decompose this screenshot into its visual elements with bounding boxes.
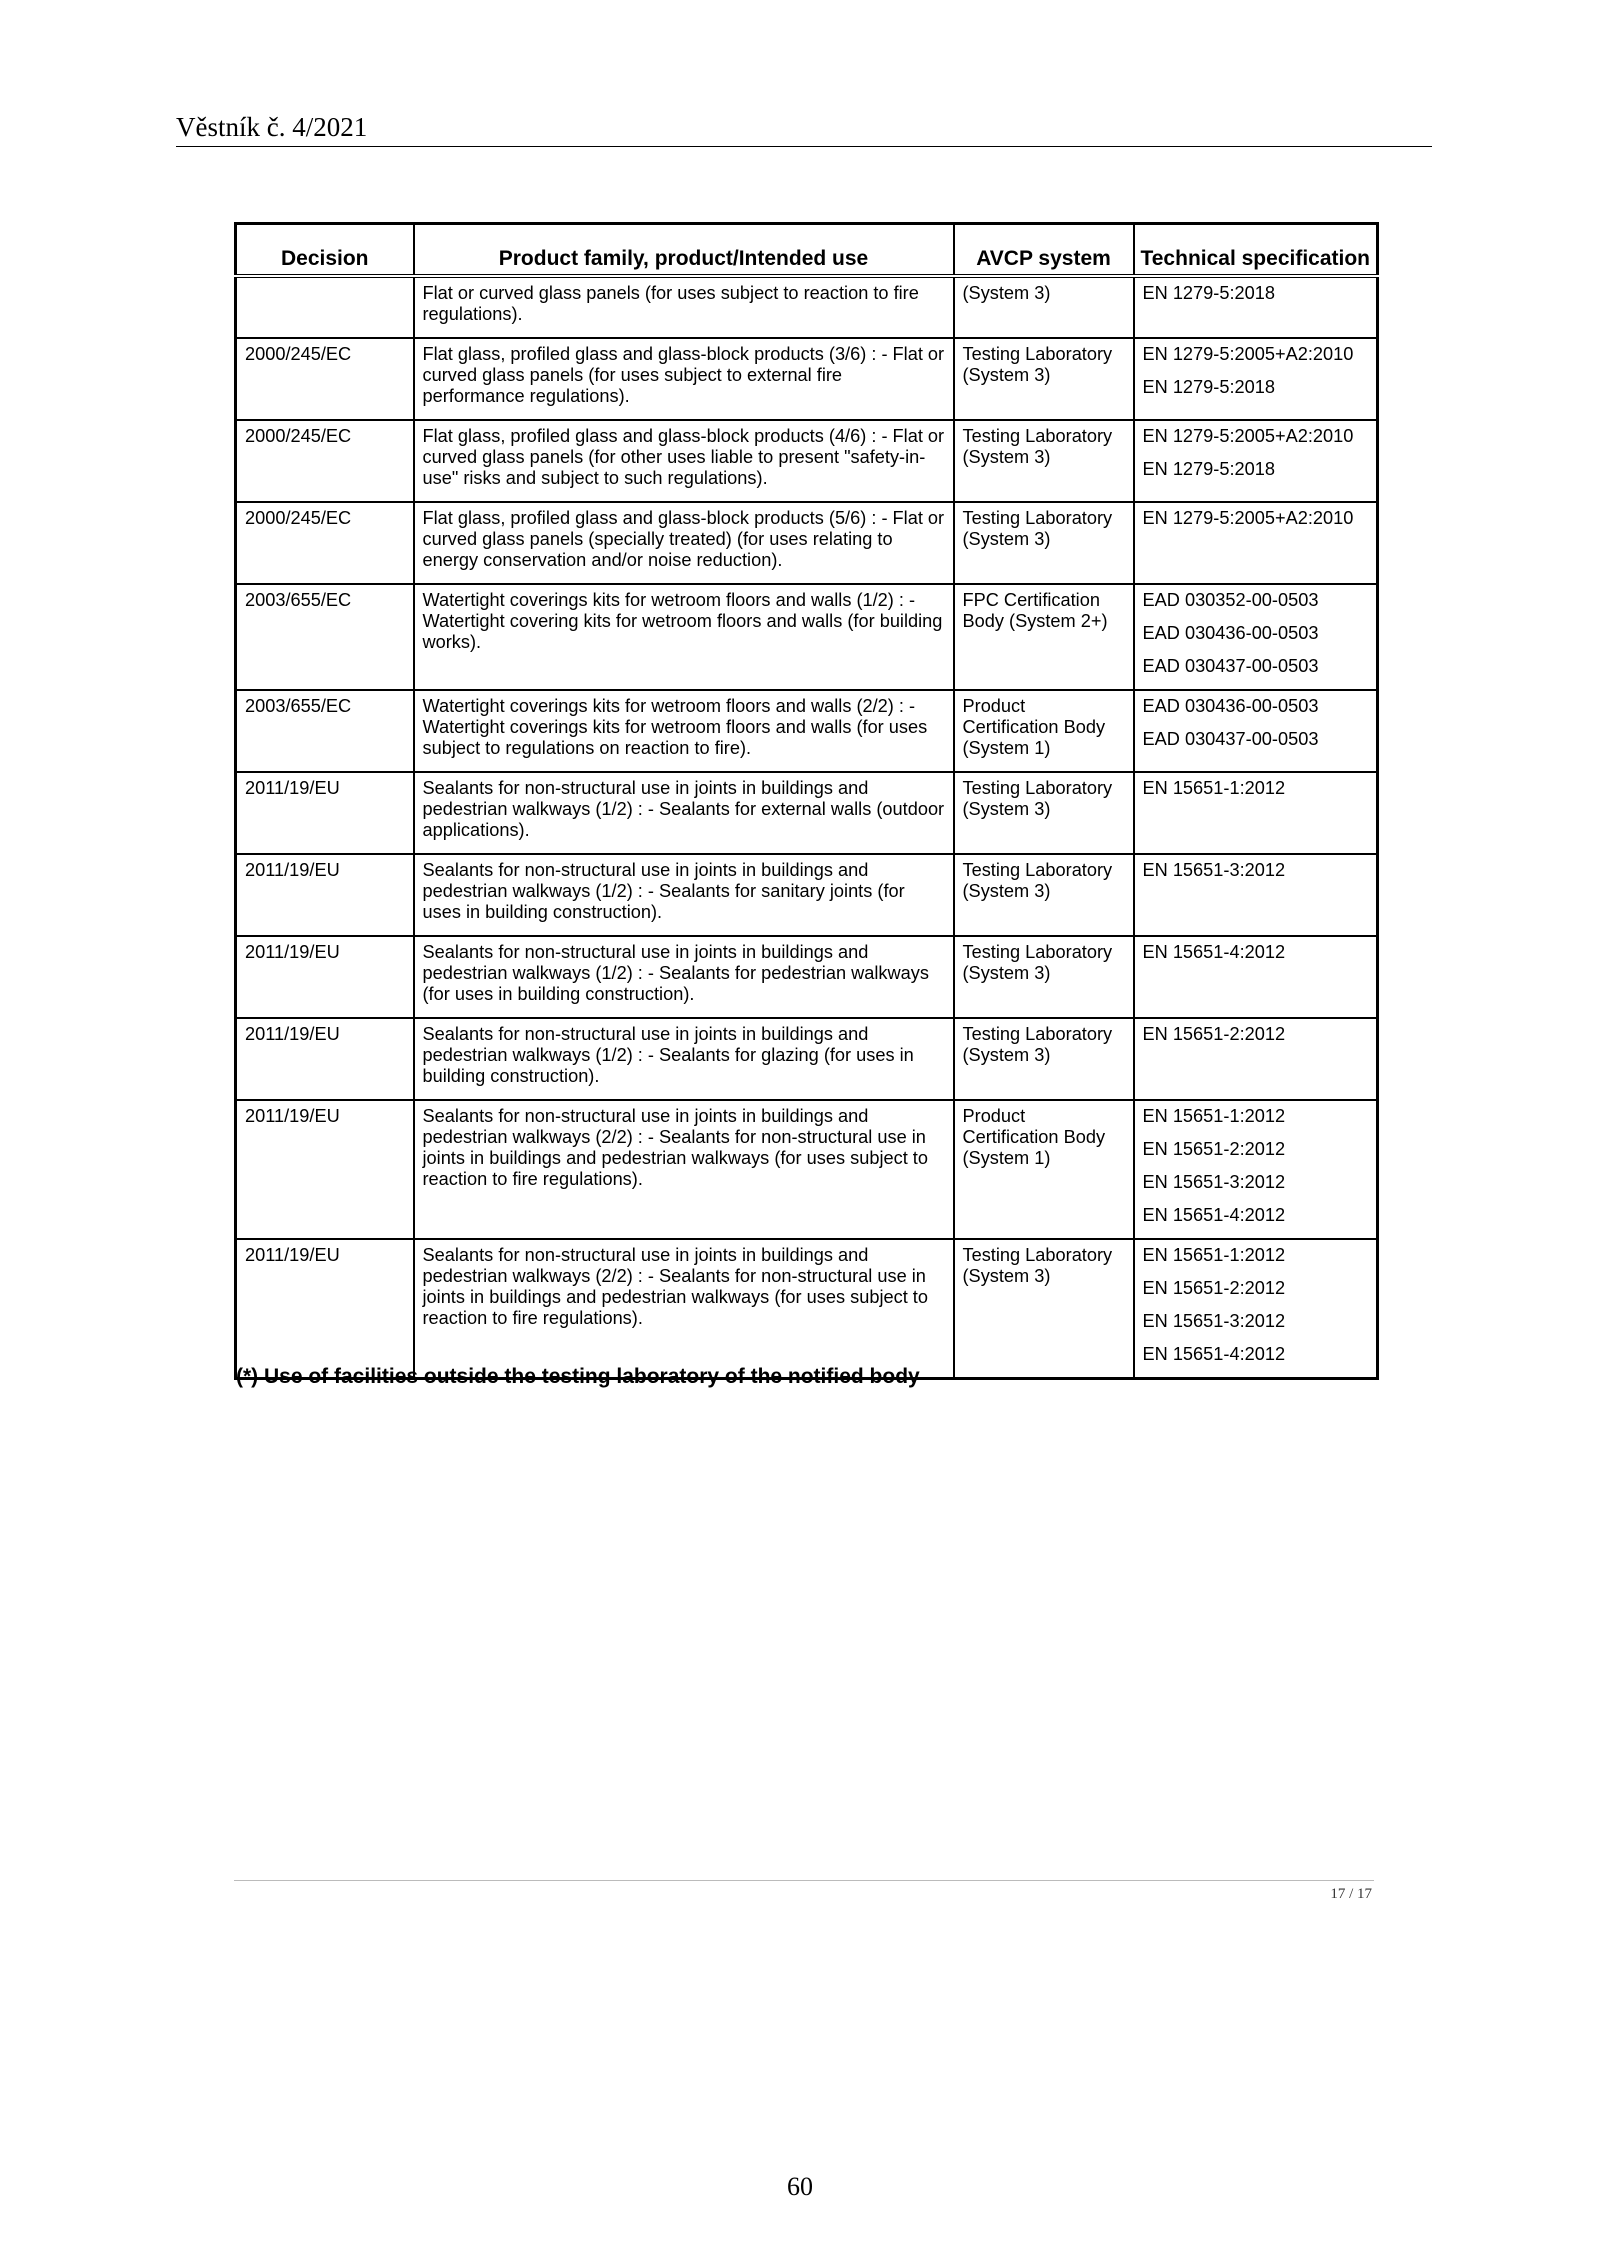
spec-item: EN 15651-3:2012 [1142,1172,1286,1192]
footer-divider [234,1880,1374,1881]
avcp-cell: Testing Laboratory (System 3) [954,1018,1134,1100]
spec-item: EN 1279-5:2005+A2:2010 [1142,344,1354,364]
decision-cell: 2011/19/EU [236,772,414,854]
product-cell: Sealants for non-structural use in joints in buildings and pedestrian walkways (1/2) : - Sealants for external walls (outdoor applications). [414,772,954,854]
table-row [236,276,1378,338]
spec-item: EN 1279-5:2018 [1142,377,1275,397]
decision-cell: 2003/655/EC [236,690,414,772]
spec-cell [1134,1018,1378,1100]
spec-cell [1134,338,1378,420]
table-row [236,772,1378,854]
product-cell: Flat or curved glass panels (for uses subject to reaction to fire regulations). [414,276,954,338]
spec-cell [1134,276,1378,338]
spec-cell [1134,584,1378,690]
spec-item: EAD 030352-00-0503 [1142,590,1319,610]
spec-item: EAD 030437-00-0503 [1142,729,1319,749]
spec-item: EN 15651-4:2012 [1142,1205,1286,1225]
table-row [236,502,1378,584]
spec-cell [1134,1239,1378,1379]
footnote: (*) Use of facilities outside the testing laboratory of the notified body [236,1365,920,1388]
decision-cell [236,276,414,338]
spec-item: EN 15651-4:2012 [1142,1344,1286,1364]
decision-cell: 2011/19/EU [236,1018,414,1100]
header-title: Věstník č. 4/2021 [176,112,368,142]
spec-item: EN 15651-2:2012 [1142,1139,1286,1159]
avcp-cell: (System 3) [954,276,1134,338]
spec-item: EAD 030437-00-0503 [1142,656,1319,676]
table-row [236,936,1378,1018]
table-row [236,420,1378,502]
spec-cell [1134,772,1378,854]
header-divider [176,146,1432,147]
avcp-cell: Testing Laboratory (System 3) [954,936,1134,1018]
table-row [236,584,1378,690]
spec-item: EAD 030436-00-0503 [1142,696,1319,716]
spec-item: EN 15651-3:2012 [1142,1311,1286,1331]
spec-item: EN 1279-5:2018 [1142,283,1275,303]
avcp-cell: Product Certification Body (System 1) [954,1100,1134,1239]
page-indicator: 17 / 17 [1330,1886,1372,1902]
table-row [236,854,1378,936]
product-cell: Watertight coverings kits for wetroom floors and walls (1/2) : - Watertight covering kits for wetroom floors and walls (for building works). [414,584,954,690]
table-row [236,338,1378,420]
spec-item: EN 15651-1:2012 [1142,778,1286,798]
spec-item: EN 15651-2:2012 [1142,1278,1286,1298]
spec-cell [1134,502,1378,584]
spec-item: EN 1279-5:2005+A2:2010 [1142,508,1354,528]
avcp-cell: Testing Laboratory (System 3) [954,420,1134,502]
spec-cell [1134,936,1378,1018]
spec-cell [1134,420,1378,502]
avcp-cell: Testing Laboratory (System 3) [954,772,1134,854]
spec-cell [1134,854,1378,936]
product-cell: Flat glass, profiled glass and glass-block products (3/6) : - Flat or curved glass panels (for uses subject to external fire performance regulations). [414,338,954,420]
avcp-cell: Product Certification Body (System 1) [954,690,1134,772]
product-cell: Flat glass, profiled glass and glass-block products (5/6) : - Flat or curved glass panels (specially treated) (for uses relating to energy conservation and/or noise reduction). [414,502,954,584]
table-row [236,1239,1378,1379]
product-table [234,222,1379,1380]
spec-cell [1134,1100,1378,1239]
spec-item: EN 1279-5:2005+A2:2010 [1142,426,1354,446]
avcp-cell: FPC Certification Body (System 2+) [954,584,1134,690]
column-header-product: Product family, product/Intended use [414,224,954,277]
product-cell: Sealants for non-structural use in joints in buildings and pedestrian walkways (1/2) : - Sealants for glazing (for uses in building construction). [414,1018,954,1100]
column-header-avcp: AVCP system [954,224,1134,277]
table-row [236,1100,1378,1239]
decision-cell: 2003/655/EC [236,584,414,690]
avcp-cell: Testing Laboratory (System 3) [954,502,1134,584]
decision-cell: 2000/245/EC [236,420,414,502]
decision-cell: 2000/245/EC [236,502,414,584]
spec-cell [1134,690,1378,772]
spec-item: EN 15651-2:2012 [1142,1024,1286,1044]
table-header-row [236,224,1378,277]
avcp-cell: Testing Laboratory (System 3) [954,338,1134,420]
page-number: 60 [787,2172,813,2201]
decision-cell: 2000/245/EC [236,338,414,420]
decision-cell: 2011/19/EU [236,1100,414,1239]
spec-item: EN 1279-5:2018 [1142,459,1275,479]
decision-cell: 2011/19/EU [236,1239,414,1379]
avcp-cell: Testing Laboratory (System 3) [954,854,1134,936]
column-header-decision: Decision [236,224,414,277]
spec-item: EAD 030436-00-0503 [1142,623,1319,643]
product-cell: Watertight coverings kits for wetroom floors and walls (2/2) : - Watertight coverings kits for wetroom floors and walls (for uses subject to regulations on reaction to fire). [414,690,954,772]
decision-cell: 2011/19/EU [236,854,414,936]
avcp-cell: Testing Laboratory (System 3) [954,1239,1134,1379]
column-header-spec: Technical specification [1134,224,1378,277]
spec-item: EN 15651-3:2012 [1142,860,1286,880]
decision-cell: 2011/19/EU [236,936,414,1018]
spec-item: EN 15651-1:2012 [1142,1106,1286,1126]
product-cell: Sealants for non-structural use in joints in buildings and pedestrian walkways (2/2) : - Sealants for non-structural use in joints in buildings and pedestrian walkways (for uses subject to reaction to fire regulations). [414,1100,954,1239]
spec-item: EN 15651-1:2012 [1142,1245,1286,1265]
spec-item: EN 15651-4:2012 [1142,942,1286,962]
table-row [236,1018,1378,1100]
product-cell: Sealants for non-structural use in joints in buildings and pedestrian walkways (1/2) : - Sealants for sanitary joints (for uses in building construction). [414,854,954,936]
product-cell: Sealants for non-structural use in joints in buildings and pedestrian walkways (1/2) : - Sealants for pedestrian walkways (for uses in building construction). [414,936,954,1018]
table-row [236,690,1378,772]
product-cell: Flat glass, profiled glass and glass-block products (4/6) : - Flat or curved glass panels (for other uses liable to present "safety-in-use" risks and subject to such regulations). [414,420,954,502]
product-cell: Sealants for non-structural use in joints in buildings and pedestrian walkways (2/2) : - Sealants for non-structural use in joints in buildings and pedestrian walkways (for uses subject to reaction to fire regulations). [414,1239,954,1379]
